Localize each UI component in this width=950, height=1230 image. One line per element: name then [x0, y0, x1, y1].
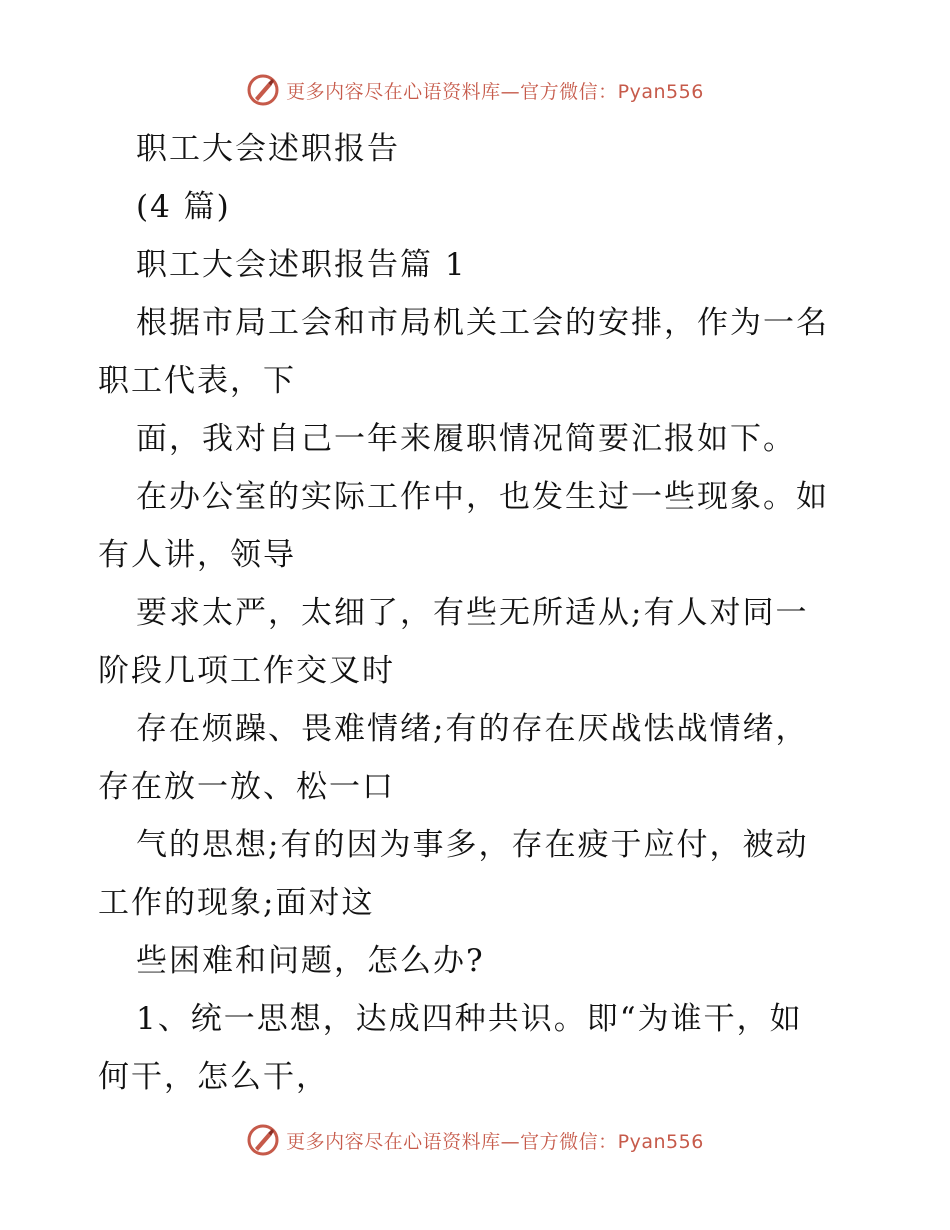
text-line: 1、统一思想，达成四种共识。即“为谁干，如: [136, 1001, 803, 1037]
text-line: (4 篇): [136, 189, 231, 225]
watermark-text: 更多内容尽在心语资料库—官方微信：Pyan556: [286, 80, 704, 103]
text-line: 面，我对自己一年来履职情况简要汇报如下。: [136, 421, 796, 457]
text-line: 要求太严，太细了，有些无所适从;有人对同一: [136, 595, 809, 631]
text-line: 工作的现象;面对这: [98, 885, 375, 921]
text-line: 存在烦躁、畏难情绪;有的存在厌战怯战情绪，: [136, 711, 809, 747]
pen-logo-icon: [246, 1123, 280, 1157]
text-line: 存在放一放、松一口: [98, 769, 395, 805]
text-line: 职工大会述职报告: [136, 131, 400, 167]
footer-watermark: [0, 1120, 950, 1160]
document-body: [98, 120, 858, 1106]
pen-logo-icon: [246, 73, 280, 107]
watermark-text: 更多内容尽在心语资料库—官方微信：Pyan556: [286, 1130, 704, 1153]
text-line: 在办公室的实际工作中，也发生过一些现象。如: [136, 479, 829, 515]
text-line: 气的思想;有的因为事多，存在疲于应付，被动: [136, 827, 809, 863]
text-line: 阶段几项工作交叉时: [98, 653, 395, 689]
text-line: 根据市局工会和市局机关工会的安排，作为一名: [136, 305, 829, 341]
text-line: 些困难和问题，怎么办?: [136, 943, 485, 979]
text-line: 职工代表，下: [98, 363, 296, 399]
text-line: 何干，怎么干，: [98, 1059, 329, 1095]
header-watermark: [0, 70, 950, 110]
text-line: 有人讲，领导: [98, 537, 296, 573]
text-line: 职工大会述职报告篇 1: [136, 247, 467, 283]
